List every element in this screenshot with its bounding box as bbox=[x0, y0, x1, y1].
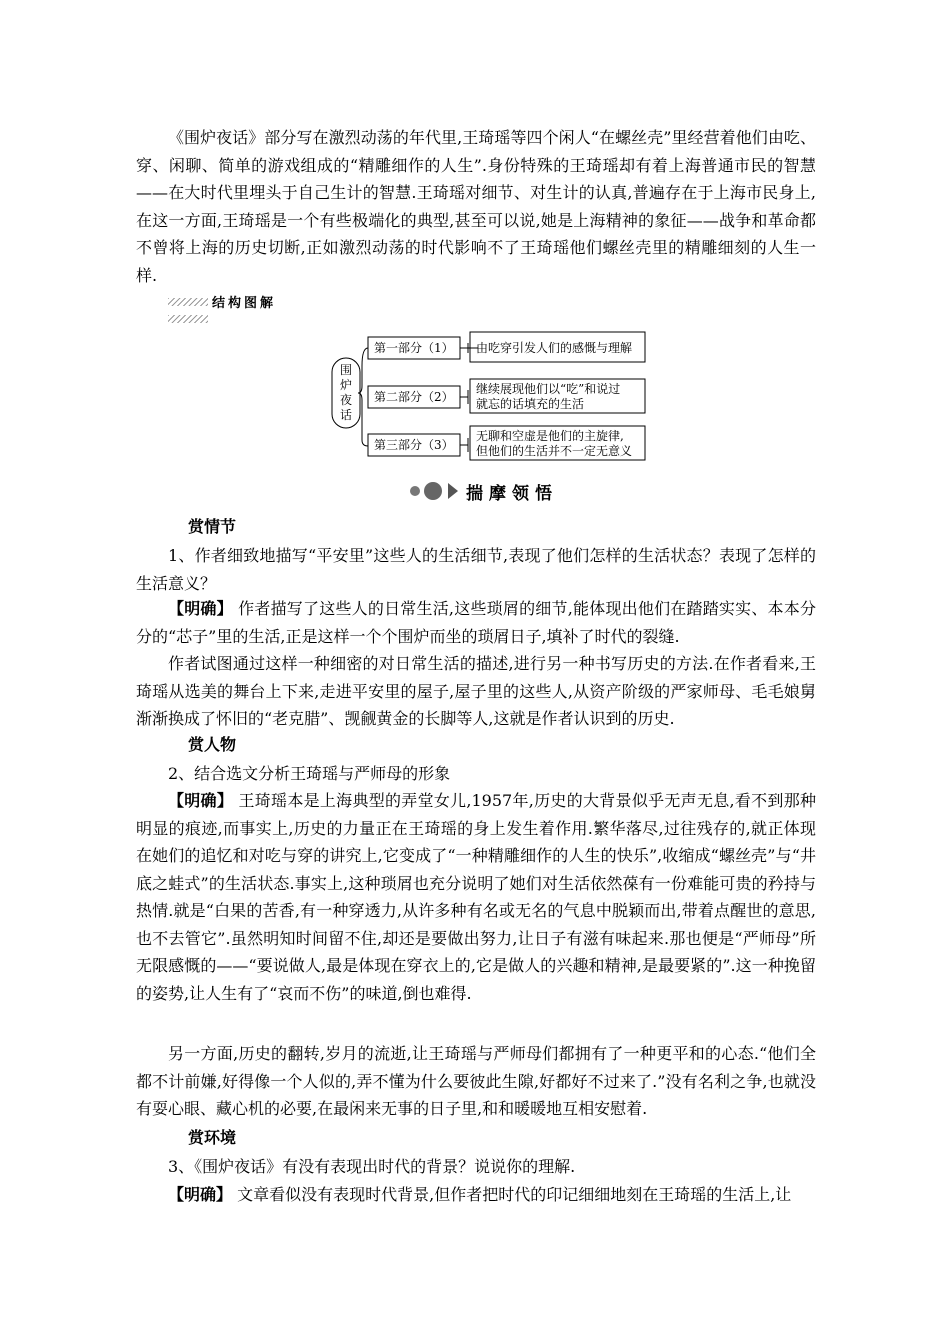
structure-diagram-tag bbox=[168, 292, 318, 314]
question-3: 3、《围炉夜话》有没有表现出时代的背景？说说你的理解. bbox=[168, 1157, 576, 1176]
part2-desc-line: 就忘的话填充的生活 bbox=[476, 397, 585, 411]
part3-connector bbox=[460, 438, 468, 452]
root-char: 话 bbox=[339, 408, 353, 422]
hatch-decoration-right bbox=[168, 315, 208, 323]
small-dot-icon bbox=[410, 486, 420, 496]
banner-title: 揣摩领悟 bbox=[466, 483, 558, 504]
answer-label: 【明确】 bbox=[168, 1185, 233, 1204]
part1-desc: 由吃穿引发人们的感慨与理解 bbox=[476, 341, 633, 355]
structure-diagram bbox=[328, 326, 658, 462]
structure-tag-label: 结构图解 bbox=[212, 296, 277, 311]
answer-2-text: 王琦瑶本是上海典型的弄堂女儿,1957年,历史的大背景似乎无声无息,看不到那种明显的痕迹,而事实上,历史的力量正在王琦瑶的身上发生着作用.繁华落尽,过往残存的,就正体现在她们的追忆和对吃与穿的讲究上,它变成了“一种精雕细作的人生的快乐”,收缩成“螺丝壳”与“井底之蛙式”的生活状态.事实上,这种琐屑也充分说明了她们对生活依然葆有一份难能可贵的矜持与热情.就是“白果的苦香,有一种穿透力,从许多种有名或无名的气息中脱颖而出,带着点醒世的意思,也不去管它”.虽然明知时间留不住,却还是要做出努力,让日子有滋有味起来.那也便是“严师母”所无限感慨的——“要说做人,最是体现在穿衣上的,它是做人的兴趣和精神,是最要紧的”.这一种挽留的姿势,让人生有了“哀而不伤”的味道,倒也难得. bbox=[136, 791, 816, 1003]
answer-label: 【明确】 bbox=[168, 791, 234, 810]
section-banner bbox=[410, 478, 558, 504]
answer-3-text: 文章看似没有表现时代背景,但作者把时代的印记细细地刻在王琦瑶的生活上,让 bbox=[237, 1185, 792, 1204]
intro-paragraph: 《围炉夜话》部分写在激烈动荡的年代里,王琦瑶等四个闲人“在螺丝壳”里经营着他们由吃、穿、闲聊、简单的游戏组成的“精雕细作的人生”.身份特殊的王琦瑶却有着上海普通市民的智慧——在大时代里埋头于自己生计的智慧.王琦瑶对细节、对生计的认真,普遍存在于上海市民身上,在这一方面,王琦瑶是一个有些极端化的典型,甚至可以说,她是上海精神的象征——战争和革命都不曾将上海的历史切断,正如激烈动荡的时代影响不了王琦瑶他们螺丝壳里的精雕细刻的人生一样. bbox=[136, 128, 816, 285]
answer-1-text: 作者描写了这些人的日常生活,这些琐屑的细节,能体现出他们在踏踏实实、本本分分的“芯子”里的生活,正是这样一个个围炉而坐的琐屑日子,填补了时代的裂缝. bbox=[136, 599, 816, 646]
answer-1-paragraph-2: 作者试图通过这样一种细密的对日常生活的描述,进行另一种书写历史的方法.在作者看来,王琦瑶从选美的舞台上下来,走进平安里的屋子,屋子里的这些人,从资产阶级的严家师母、毛毛娘舅渐渐换成了怀旧的“老克腊”、觊觎黄金的长脚等人,这就是作者认识到的历史. bbox=[136, 654, 816, 728]
section-heading-plot: 赏情节 bbox=[188, 517, 237, 536]
root-char: 夜 bbox=[339, 393, 353, 407]
section-heading-environment: 赏环境 bbox=[188, 1128, 237, 1147]
part2-label: 第二部分（2） bbox=[374, 390, 454, 404]
answer-1 bbox=[136, 595, 816, 650]
part3-label: 第三部分（3） bbox=[374, 438, 454, 452]
part1-label: 第一部分（1） bbox=[374, 341, 454, 355]
part2-connector bbox=[460, 390, 468, 404]
part3-desc-line: 但他们的生活并不一定无意义 bbox=[476, 444, 633, 458]
question-2: 2、结合选文分析王琦瑶与严师母的形象 bbox=[168, 764, 451, 783]
answer-label: 【明确】 bbox=[168, 599, 233, 618]
part3-desc-line: 无聊和空虚是他们的主旋律, bbox=[476, 429, 624, 443]
root-char: 围 bbox=[339, 363, 353, 377]
part2-desc-line: 继续展现他们以“吃”和说过 bbox=[476, 382, 621, 396]
answer-2-paragraph-2: 另一方面,历史的翻转,岁月的流逝,让王琦瑶与严师母们都拥有了一种更平和的心态.“他们全都不计前嫌,好得像一个人似的,弄不懂为什么要彼此生隙,好都好不过来了.”没有名利之争,也就没有耍心眼、藏心机的必要,在最闲来无事的日子里,和和暖暖地互相安慰着. bbox=[136, 1044, 816, 1118]
answer-2 bbox=[136, 787, 816, 1007]
hatch-decoration-left bbox=[168, 298, 208, 306]
root-char: 炉 bbox=[339, 378, 353, 392]
answer-3 bbox=[136, 1181, 816, 1209]
arrow-icon bbox=[448, 483, 458, 499]
large-dot-icon bbox=[424, 482, 442, 500]
section-heading-character: 赏人物 bbox=[188, 735, 237, 754]
question-1: 1、作者细致地描写“平安里”这些人的生活细节,表现了他们怎样的生活状态？表现了怎样的生活意义？ bbox=[136, 546, 816, 593]
